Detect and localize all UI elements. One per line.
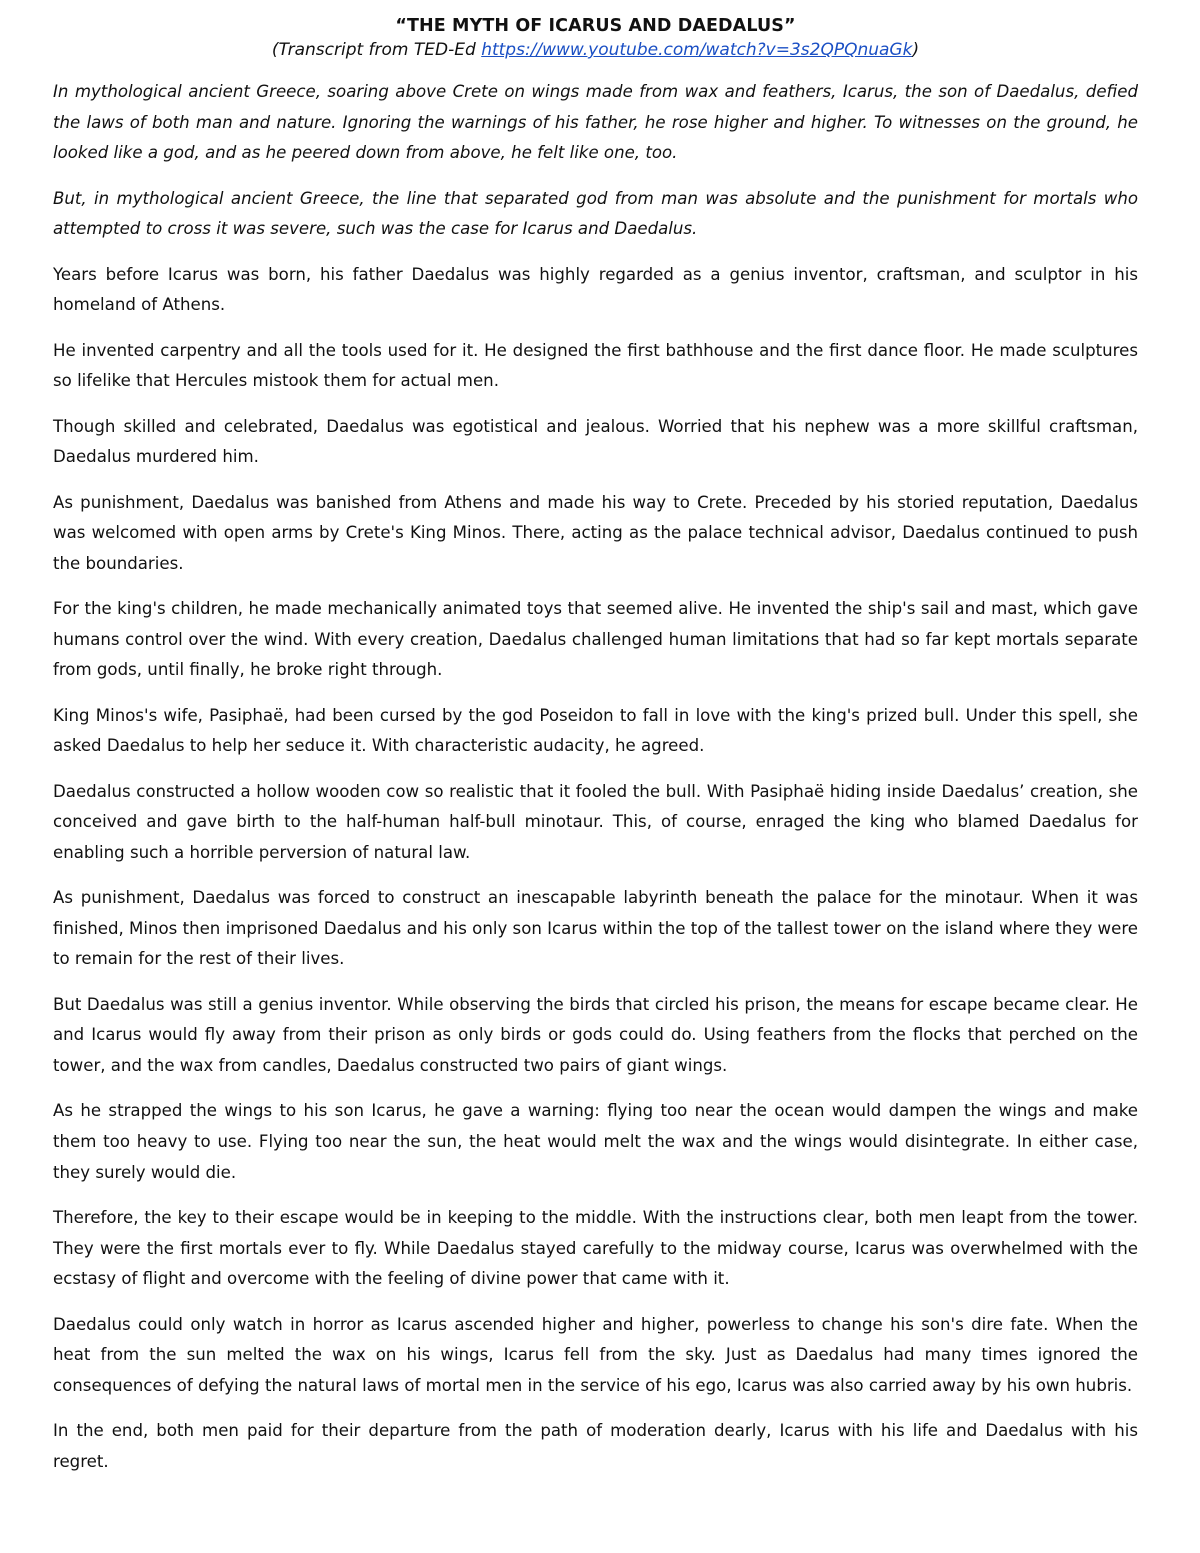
paragraph: King Minos's wife, Pasiphaë, had been cursed by the god Poseidon to fall in love with the king's prized bull. Under this spell, she asked Daedalus to help her seduce it. With characteristic audacity, he agreed. (53, 705, 1138, 756)
transcript-link[interactable]: https://www.youtube.com/watch?v=3s2QPQnuaGk (481, 40, 913, 60)
paragraph: In mythological ancient Greece, soaring above Crete on wings made from wax and feathers, Icarus, the son of Daedalus, defied the laws of both man and nature. Ignoring the warnings of his father, he rose higher and higher. To witnesses on the ground, he looked like a god, and as he peered down from above, he felt like one, too. (53, 82, 1138, 163)
paragraph: But Daedalus was still a genius inventor. While observing the birds that circled his prison, the means for escape became clear. He and Icarus would fly away from their prison as only birds or gods could do. Using feathers from the flocks that perched on the tower, and the wax from candles, Daedalus constructed two pairs of giant wings. (53, 994, 1138, 1075)
subtitle-suffix: ) (912, 40, 920, 60)
paragraph: Therefore, the key to their escape would be in keeping to the middle. With the instructions clear, both men leapt from the tower. They were the first mortals ever to fly. While Daedalus stayed carefully to the midway course, Icarus was overwhelmed with the ecstasy of flight and overcome with the feeling of divine power that came with it. (53, 1207, 1138, 1289)
paragraph: Daedalus could only watch in horror as Icarus ascended higher and higher, powerless to change his son's dire fate. When the heat from the sun melted the wax on his wings, Icarus fell from the sky. Just as Daedalus had many times ignored the consequences of defying the natural laws of mortal men in the service of his ego, Icarus was also carried away by his own hubris. (53, 1314, 1138, 1395)
document-title: “THE MYTH OF ICARUS AND DAEDALUS” (395, 16, 796, 36)
paragraph: As he strapped the wings to his son Icarus, he gave a warning: flying too near the ocean would dampen the wings and make them too heavy to use. Flying too near the sun, the heat would melt the wax and the wings would disintegrate. In either case, they surely would die. (53, 1101, 1138, 1182)
paragraph: But, in mythological ancient Greece, the line that separated god from man was absolute and the punishment for mortals who attempted to cross it was severe, such was the case for Icarus and Daedalus. (53, 188, 1138, 239)
document-subtitle (53, 38, 1138, 63)
paragraph: In the end, both men paid for their departure from the path of moderation dearly, Icarus with his life and Daedalus with his regret. (53, 1421, 1138, 1471)
subtitle-prefix: (Transcript from TED-Ed (271, 40, 482, 60)
paragraph: Though skilled and celebrated, Daedalus was egotistical and jealous. Worried that his nephew was a more skillful craftsman, Daedalus murdered him. (53, 416, 1138, 467)
paragraph: Daedalus constructed a hollow wooden cow so realistic that it fooled the bull. With Pasiphaë hiding inside Daedalus’ creation, she conceived and gave birth to the half-human half-bull minotaur. This, of course, enraged the king who blamed Daedalus for enabling such a horrible perversion of natural law. (53, 781, 1138, 862)
document-page (53, 14, 1138, 1492)
paragraph: Years before Icarus was born, his father Daedalus was highly regarded as a genius inventor, craftsman, and sculptor in his homeland of Athens. (53, 264, 1138, 315)
paragraph: For the king's children, he made mechanically animated toys that seemed alive. He invented the ship's sail and mast, which gave humans control over the wind. With every creation, Daedalus challenged human limitations that had so far kept mortals separate from gods, until finally, he broke right through. (53, 599, 1138, 680)
paragraph: As punishment, Daedalus was banished from Athens and made his way to Crete. Preceded by his storied reputation, Daedalus was welcomed with open arms by Crete's King Minos. There, acting as the palace technical advisor, Daedalus continued to push the boundaries. (53, 492, 1138, 573)
paragraph: As punishment, Daedalus was forced to construct an inescapable labyrinth beneath the palace for the minotaur. When it was finished, Minos then imprisoned Daedalus and his only son Icarus within the top of the tallest tower on the island where they were to remain for the rest of their lives. (53, 888, 1138, 969)
paragraph: He invented carpentry and all the tools used for it. He designed the first bathhouse and the first dance floor. He made sculptures so lifelike that Hercules mistook them for actual men. (53, 340, 1138, 391)
